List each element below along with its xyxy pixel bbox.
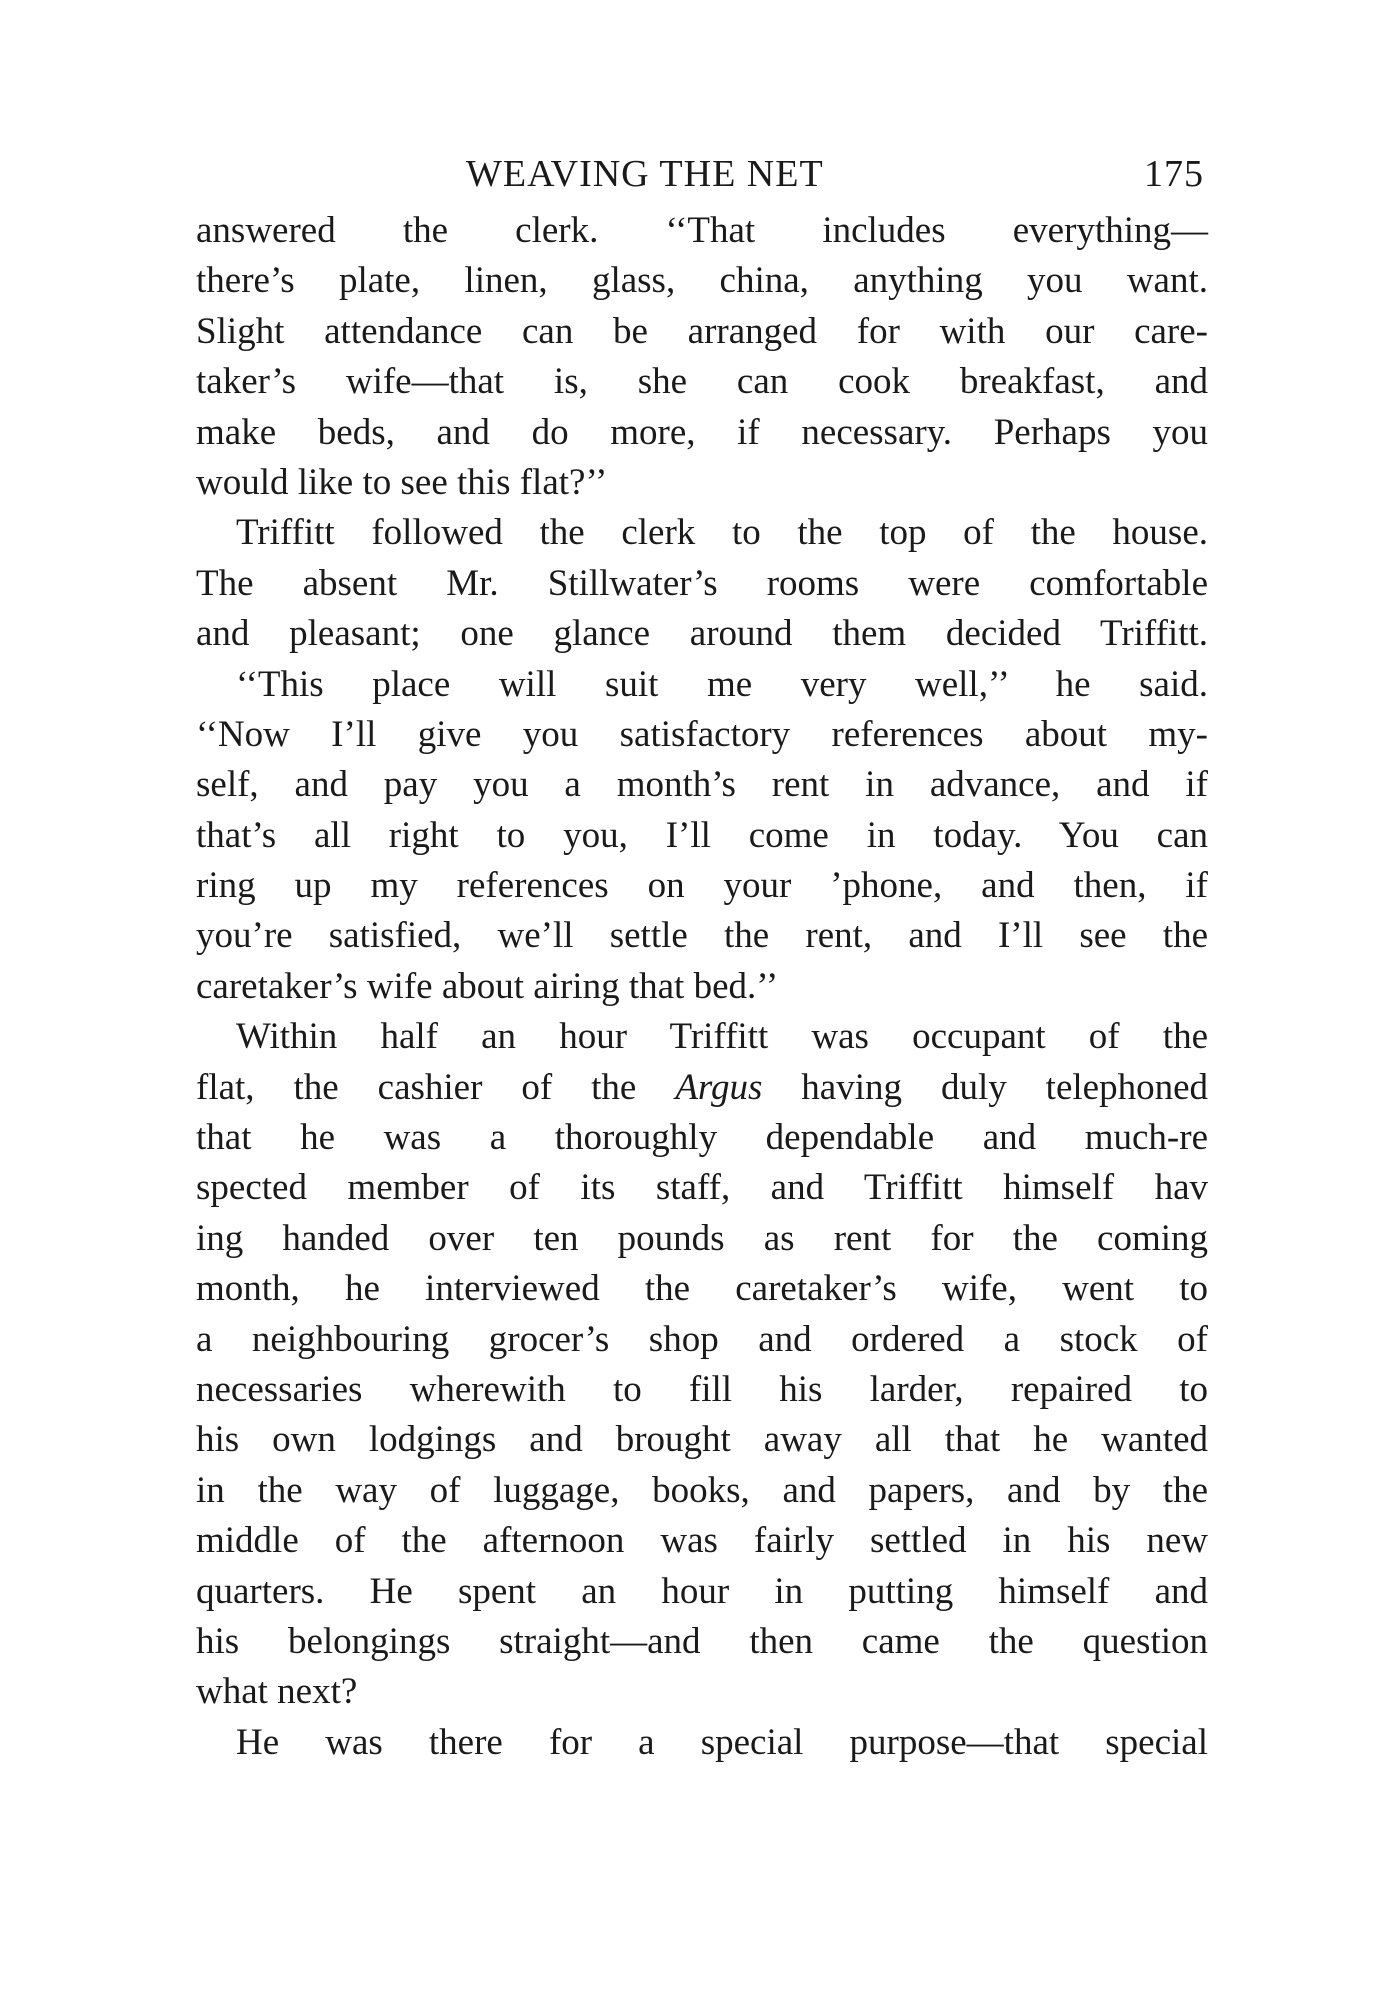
text-line: Triffitt followed the clerk to the top of the house.	[236, 512, 1208, 554]
text-line: that he was a thoroughly dependable and much-re	[196, 1117, 1208, 1159]
text-line-end: having duly telephoned	[762, 1066, 1209, 1108]
text-line: month, he interviewed the caretaker’s wife, went to	[196, 1268, 1208, 1310]
body-text	[196, 206, 1208, 1768]
text-line: what next?	[196, 1671, 358, 1713]
text-line: his belongings straight—and then came the question	[196, 1620, 1208, 1662]
newspaper-name: Argus	[675, 1066, 763, 1108]
text-line: ‘‘Now I’ll give you satisfactory references about my-	[196, 713, 1208, 755]
text-line: spected member of its staff, and Triffitt himself hav	[196, 1167, 1208, 1209]
text-line: Slight attendance can be arranged for with our care-	[196, 310, 1208, 352]
text-line: quarters. He spent an hour in putting himself and	[196, 1570, 1208, 1612]
text-line: you’re satisfied, we’ll settle the rent, and I’ll see the	[196, 915, 1208, 957]
page-number: 175	[1144, 153, 1204, 195]
text-line-start: flat, the cashier of the	[196, 1066, 676, 1108]
text-line: necessaries wherewith to fill his larder, repaired to	[196, 1368, 1208, 1410]
running-head	[196, 148, 1208, 206]
text-line: ‘‘This place will suit me very well,’’ he said.	[236, 663, 1208, 705]
text-line: ring up my references on your ’phone, and then, if	[196, 865, 1208, 907]
text-line: in the way of luggage, books, and papers, and by the	[196, 1469, 1208, 1511]
text-line: would like to see this flat?’’	[196, 461, 608, 503]
text-line: Within half an hour Triffitt was occupant of the	[236, 1016, 1208, 1058]
text-line: He was there for a special purpose—that special	[236, 1721, 1208, 1763]
text-line: caretaker’s wife about airing that bed.’’	[196, 965, 779, 1007]
text-line: ing handed over ten pounds as rent for the coming	[196, 1217, 1208, 1259]
text-line: there’s plate, linen, glass, china, anything you want.	[196, 260, 1208, 302]
text-line: taker’s wife—that is, she can cook breakfast, and	[196, 361, 1208, 403]
text-line: a neighbouring grocer’s shop and ordered a stock of	[196, 1318, 1208, 1360]
chapter-title: WEAVING THE NET	[466, 153, 824, 195]
text-line: and pleasant; one glance around them decided Triffitt.	[196, 613, 1208, 655]
text-line: that’s all right to you, I’ll come in today. You can	[196, 814, 1208, 856]
text-line: self, and pay you a month’s rent in advance, and if	[196, 764, 1208, 806]
text-line: his own lodgings and brought away all that he wanted	[196, 1419, 1208, 1461]
text-line	[196, 1063, 1208, 1113]
book-page	[196, 148, 1208, 1768]
text-line: make beds, and do more, if necessary. Perhaps you	[196, 411, 1208, 453]
text-line: middle of the afternoon was fairly settled in his new	[196, 1520, 1208, 1562]
text-line: answered the clerk. ‘‘That includes everything—	[196, 210, 1208, 251]
text-line: The absent Mr. Stillwater’s rooms were comfortable	[196, 562, 1208, 604]
